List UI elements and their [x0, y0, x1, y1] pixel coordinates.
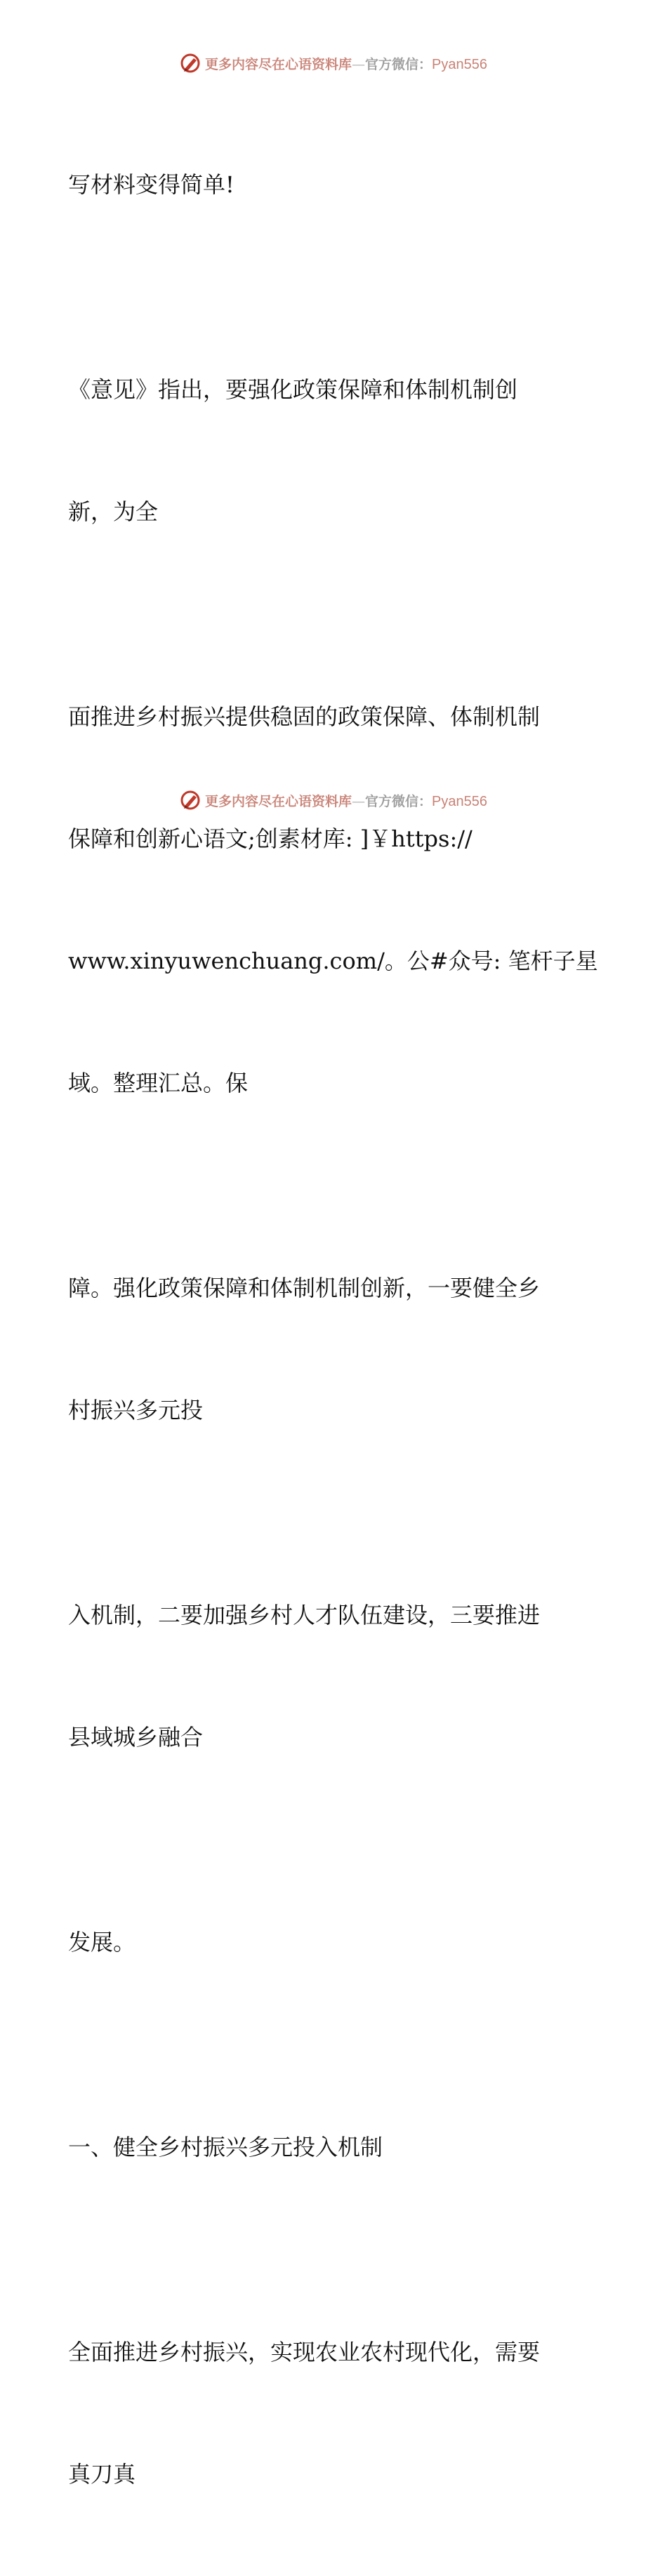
paragraph-2	[68, 288, 588, 613]
footer-watermark-banner	[0, 786, 667, 814]
paragraph-1	[68, 83, 588, 286]
paragraph-5	[68, 1513, 588, 1839]
banner-text	[205, 791, 487, 810]
text-line: 保障和创新心语文;创素材库: ]￥https://	[68, 825, 473, 852]
text-line: 村振兴多元投	[68, 1397, 204, 1423]
banner-wechat-id: Pyan556	[432, 793, 487, 809]
banner-dash: —	[352, 56, 366, 72]
banner-sub-text: 官方微信：	[365, 793, 432, 809]
paragraph-6	[68, 1840, 588, 2044]
text-line: 一、健全乡村振兴多元投入机制	[68, 2134, 383, 2160]
section-heading	[68, 2045, 588, 2249]
header-watermark-banner	[0, 49, 667, 77]
text-line: 新，为全	[68, 498, 159, 525]
text-line: www.xinyuwenchuang.com/。公#众号: 笔杆子星	[68, 948, 598, 974]
banner-main-text: 更多内容尽在心语资料库	[205, 56, 352, 72]
text-line: 面推进乡村振兴提供稳固的政策保障、体制机制	[68, 703, 541, 730]
text-line: 入机制，二要加强乡村人才队伍建设，三要推进	[68, 1602, 541, 1628]
text-line: 障。强化政策保障和体制机制创新，一要健全乡	[68, 1275, 541, 1301]
document-body	[68, 83, 598, 2576]
text-line: 写材料变得简单!	[68, 171, 235, 198]
text-line: 县域城乡融合	[68, 1724, 204, 1751]
text-line: 《意见》指出，要强化政策保障和体制机制创	[68, 376, 518, 403]
paragraph-8	[68, 2250, 588, 2576]
pen-logo-icon	[180, 790, 201, 811]
text-line: 域。整理汇总。保	[68, 1070, 249, 1096]
text-line: 发展。	[68, 1929, 136, 1956]
banner-text	[205, 54, 487, 73]
paragraph-4	[68, 1186, 588, 1512]
banner-sub-text: 官方微信：	[365, 56, 432, 72]
banner-wechat-id: Pyan556	[432, 56, 487, 72]
text-line: 真刀真	[68, 2461, 136, 2488]
text-line: 全面推进乡村振兴，实现农业农村现代化，需要	[68, 2339, 541, 2365]
paragraph-3	[68, 615, 598, 1185]
banner-main-text: 更多内容尽在心语资料库	[205, 793, 352, 809]
pen-logo-icon	[180, 53, 201, 74]
banner-dash: —	[352, 793, 366, 809]
